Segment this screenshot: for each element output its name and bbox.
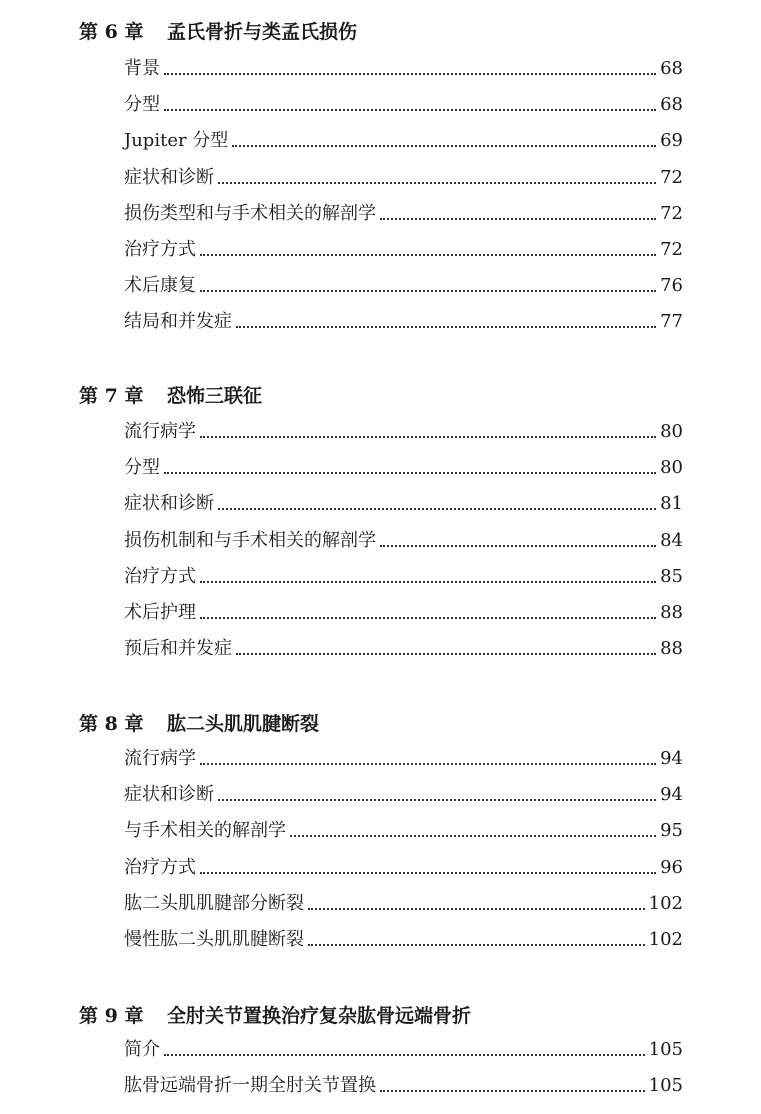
chapter-heading — [79, 384, 262, 408]
entry-label: 肱骨远端骨折一期全肘关节置换 — [124, 1075, 376, 1096]
dot-leader — [164, 1054, 645, 1056]
entry-label: 症状和诊断 — [124, 493, 214, 514]
entry-page: 80 — [660, 421, 683, 442]
entry-label: 症状和诊断 — [124, 167, 214, 188]
entry-label: 症状和诊断 — [124, 784, 214, 805]
chapter-heading — [79, 1004, 471, 1028]
entry-label: 分型 — [124, 457, 160, 478]
chapter-heading — [79, 20, 357, 44]
entry-page: 105 — [648, 1039, 683, 1060]
toc-entry[interactable] — [124, 201, 683, 227]
entry-page: 85 — [660, 566, 683, 587]
entry-page: 80 — [660, 457, 683, 478]
dot-leader — [200, 581, 656, 583]
dot-leader — [236, 653, 656, 655]
toc-entry[interactable] — [124, 419, 683, 445]
chapter-title: 恐怖三联征 — [167, 385, 263, 407]
dot-leader — [218, 508, 656, 510]
dot-leader — [200, 617, 656, 619]
chapter-number: 第 9 章 — [79, 1005, 144, 1027]
dot-leader — [380, 545, 656, 547]
dot-leader — [200, 254, 656, 256]
entry-page: 102 — [648, 893, 683, 914]
toc-entry[interactable] — [124, 491, 683, 517]
dot-leader — [164, 73, 656, 75]
chapter-title: 全肘关节置换治疗复杂肱骨远端骨折 — [167, 1005, 472, 1027]
entry-page: 96 — [660, 857, 683, 878]
dot-leader — [290, 835, 656, 837]
entry-page: 69 — [660, 130, 683, 151]
entry-page: 72 — [660, 239, 683, 260]
chapter-number: 第 6 章 — [79, 21, 144, 43]
dot-leader — [308, 944, 645, 946]
toc-entry[interactable] — [124, 1037, 683, 1063]
dot-leader — [200, 872, 656, 874]
dot-leader — [380, 1090, 645, 1092]
toc-entry[interactable] — [124, 782, 683, 808]
toc-entry[interactable] — [124, 927, 683, 953]
entry-label: 术后护理 — [124, 602, 196, 623]
entry-label: 术后康复 — [124, 275, 196, 296]
entry-page: 94 — [660, 748, 683, 769]
entry-page: 76 — [660, 275, 683, 296]
entry-page: 88 — [660, 638, 683, 659]
toc-entry[interactable] — [124, 309, 683, 335]
entry-page: 81 — [660, 493, 683, 514]
entry-page: 68 — [660, 94, 683, 115]
entry-page: 77 — [660, 311, 683, 332]
toc-entry[interactable] — [124, 165, 683, 191]
entry-page: 105 — [648, 1075, 683, 1096]
entry-page: 88 — [660, 602, 683, 623]
entry-label: 分型 — [124, 94, 160, 115]
entry-label: 与手术相关的解剖学 — [124, 820, 286, 841]
dot-leader — [200, 436, 656, 438]
chapter-number: 第 8 章 — [79, 713, 144, 735]
toc-entry[interactable] — [124, 56, 683, 82]
chapter-heading — [79, 712, 319, 736]
dot-leader — [380, 218, 656, 220]
chapter-number: 第 7 章 — [79, 385, 144, 407]
entry-label: 治疗方式 — [124, 857, 196, 878]
entry-page: 95 — [660, 820, 683, 841]
entry-label: 慢性肱二头肌肌腱断裂 — [124, 929, 304, 950]
toc-entry[interactable] — [124, 891, 683, 917]
entry-page: 102 — [648, 929, 683, 950]
entry-label: 流行病学 — [124, 748, 196, 769]
entry-label: 预后和并发症 — [124, 638, 232, 659]
dot-leader — [236, 326, 656, 328]
dot-leader — [200, 763, 656, 765]
toc-entry[interactable] — [124, 746, 683, 772]
dot-leader — [200, 290, 656, 292]
entry-label: 流行病学 — [124, 421, 196, 442]
dot-leader — [164, 472, 656, 474]
dot-leader — [218, 182, 656, 184]
entry-page: 68 — [660, 58, 683, 79]
chapter-title: 肱二头肌肌腱断裂 — [167, 713, 320, 735]
entry-page: 72 — [660, 203, 683, 224]
chapter-title: 孟氏骨折与类孟氏损伤 — [167, 21, 358, 43]
toc-entry[interactable] — [124, 273, 683, 299]
entry-label: 治疗方式 — [124, 566, 196, 587]
entry-label: 背景 — [124, 58, 160, 79]
toc-entry[interactable] — [124, 600, 683, 626]
entry-label: Jupiter 分型 — [124, 130, 229, 151]
entry-label: 损伤机制和与手术相关的解剖学 — [124, 530, 376, 551]
entry-label: 结局和并发症 — [124, 311, 232, 332]
entry-page: 94 — [660, 784, 683, 805]
toc-entry[interactable] — [124, 564, 683, 590]
toc-entry[interactable] — [124, 636, 683, 662]
toc-entry[interactable] — [124, 455, 683, 481]
dot-leader — [164, 109, 656, 111]
toc-entry[interactable] — [124, 92, 683, 118]
dot-leader — [308, 908, 645, 910]
entry-page: 72 — [660, 167, 683, 188]
toc-entry[interactable] — [124, 237, 683, 263]
entry-label: 简介 — [124, 1039, 160, 1060]
entry-label: 损伤类型和与手术相关的解剖学 — [124, 203, 376, 224]
toc-entry[interactable] — [124, 1073, 683, 1099]
entry-label: 肱二头肌肌腱部分断裂 — [124, 893, 304, 914]
toc-entry[interactable] — [124, 128, 683, 154]
toc-entry[interactable] — [124, 818, 683, 844]
toc-entry[interactable] — [124, 528, 683, 554]
entry-page: 84 — [660, 530, 683, 551]
entry-label: 治疗方式 — [124, 239, 196, 260]
toc-entry[interactable] — [124, 855, 683, 881]
dot-leader — [232, 145, 656, 147]
dot-leader — [218, 799, 656, 801]
